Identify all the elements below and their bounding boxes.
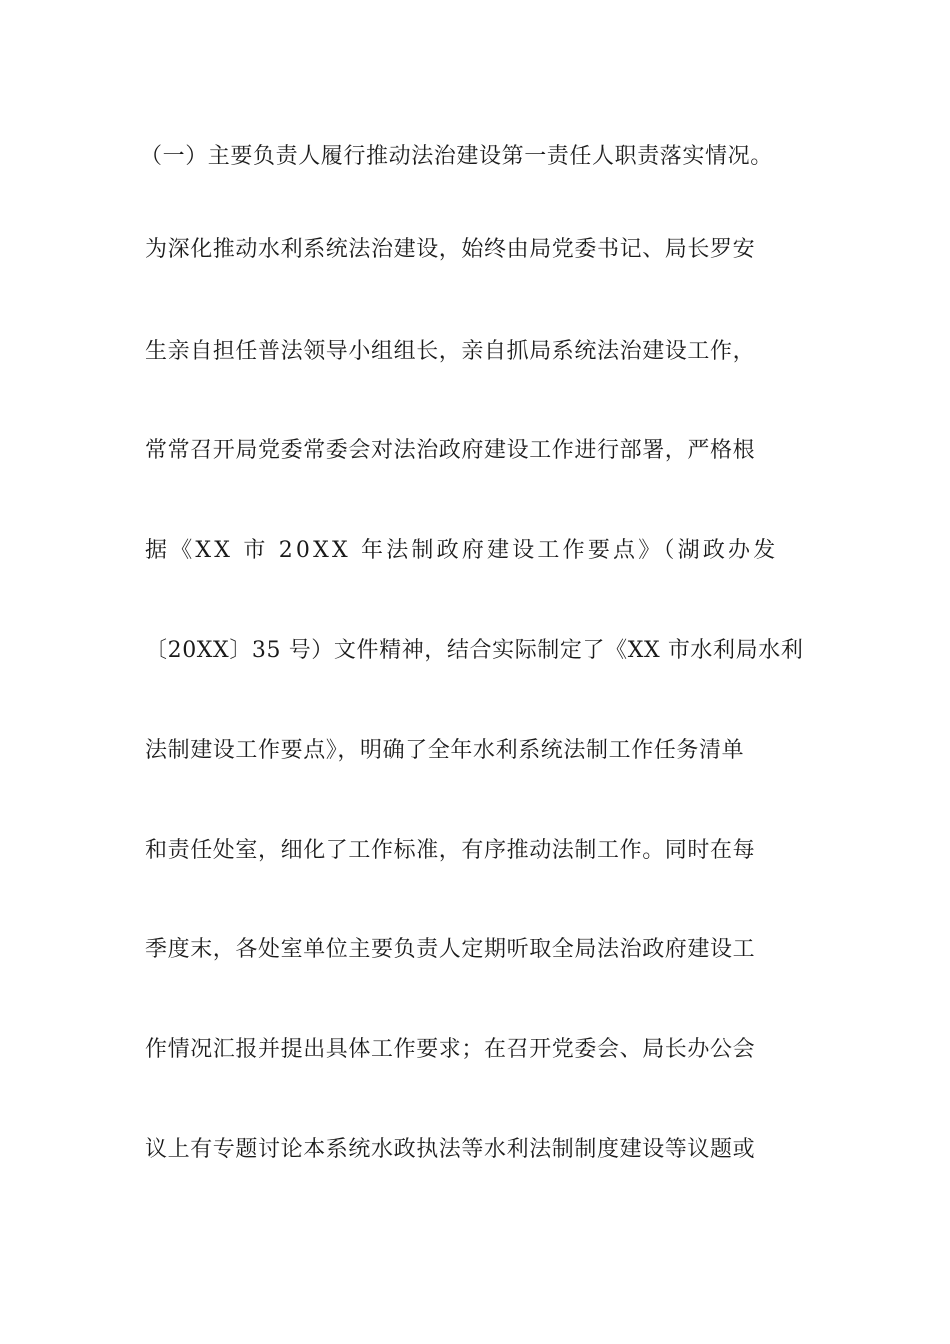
paragraph-line: 常常召开局党委常委会对法治政府建设工作进行部署，严格根 xyxy=(145,438,756,463)
paragraph-line: 生亲自担任普法领导小组组长，亲自抓局系统法治建设工作， xyxy=(145,339,756,364)
paragraph-line: 和责任处室，细化了工作标准，有序推动法制工作。同时在每 xyxy=(145,838,756,863)
section-heading: （一）主要负责人履行推动法治建设第一责任人职责落实情况。 xyxy=(140,144,773,169)
paragraph-line: 据《XX 市 20XX 年法制政府建设工作要点》（湖政办发 xyxy=(145,538,779,563)
paragraph-line: 法制建设工作要点》，明确了全年水利系统法制工作任务清单 xyxy=(145,738,745,763)
paragraph-line: 议上有专题讨论本系统水政执法等水利法制制度建设等议题或 xyxy=(145,1137,756,1162)
paragraph-line: 为深化推动水利系统法治建设，始终由局党委书记、局长罗安 xyxy=(145,237,756,262)
paragraph-line: 〔20XX〕35 号）文件精神，结合实际制定了《XX 市水利局水利 xyxy=(145,638,804,663)
paragraph-line: 季度末，各处室单位主要负责人定期听取全局法治政府建设工 xyxy=(145,937,756,962)
paragraph-line: 作情况汇报并提出具体工作要求；在召开党委会、局长办公会 xyxy=(145,1037,756,1062)
